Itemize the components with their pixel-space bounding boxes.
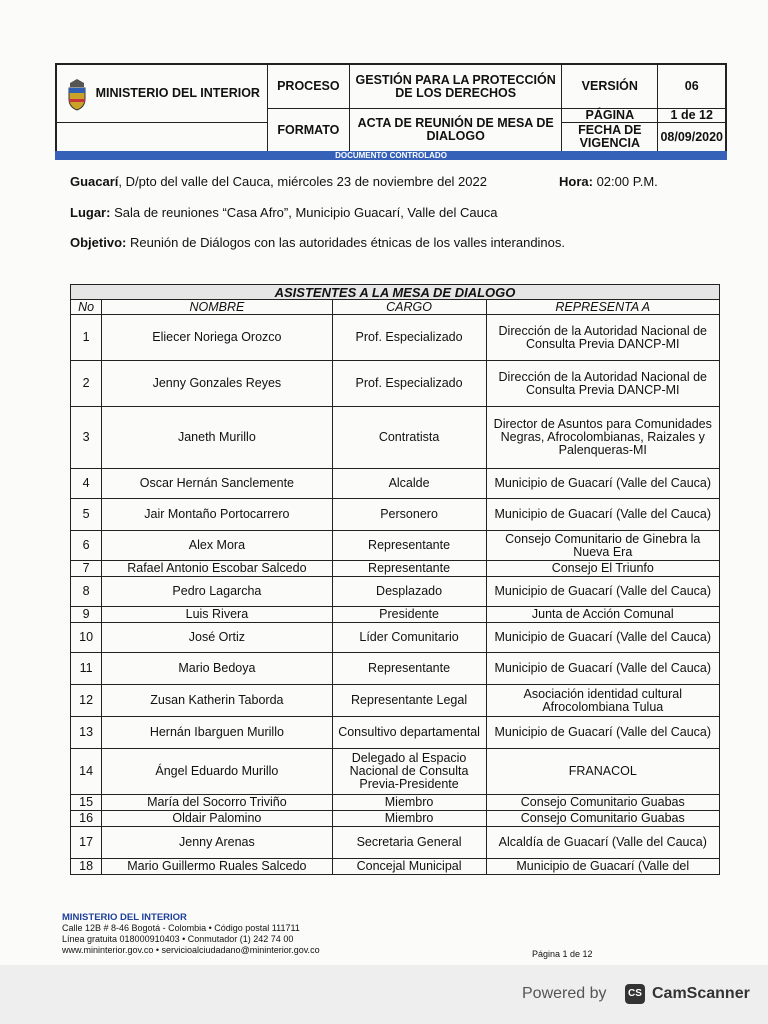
cell-nombre: Ángel Eduardo Murillo bbox=[102, 749, 332, 795]
cell-representa: Consejo Comunitario Guabas bbox=[486, 811, 719, 827]
cell-nombre: José Ortiz bbox=[102, 623, 332, 653]
objetivo-label: Objetivo: bbox=[70, 235, 127, 250]
cell-representa: Municipio de Guacarí (Valle del Cauca) bbox=[486, 653, 719, 685]
proceso-value: GESTIÓN PARA LA PROTECCIÓN DE LOS DERECHOS bbox=[350, 65, 562, 109]
table-row bbox=[71, 577, 720, 607]
col-header-cargo: CARGO bbox=[332, 300, 486, 315]
cell-cargo: Alcalde bbox=[332, 469, 486, 499]
cell-representa: Alcaldía de Guacarí (Valle del Cauca) bbox=[486, 827, 719, 859]
formato-label: FORMATO bbox=[267, 109, 350, 152]
cell-representa: Municipio de Guacarí (Valle del Cauca) bbox=[486, 717, 719, 749]
cell-representa: Consejo Comunitario Guabas bbox=[486, 795, 719, 811]
cell-nombre: Hernán Ibarguen Murillo bbox=[102, 717, 332, 749]
cell-no: 3 bbox=[71, 407, 102, 469]
cell-representa: FRANACOL bbox=[486, 749, 719, 795]
col-header-representa: REPRESENTA A bbox=[486, 300, 719, 315]
cell-no: 4 bbox=[71, 469, 102, 499]
cell-cargo: Desplazado bbox=[332, 577, 486, 607]
objetivo-value: Reunión de Diálogos con las autoridades étnicas de los valles interandinos. bbox=[126, 235, 566, 250]
cell-representa: Dirección de la Autoridad Nacional de Consulta Previa DANCP-MI bbox=[486, 361, 719, 407]
proceso-label: PROCESO bbox=[267, 65, 350, 109]
cell-cargo: Representante bbox=[332, 531, 486, 561]
table-row bbox=[71, 361, 720, 407]
attendees-title: ASISTENTES A LA MESA DE DIALOGO bbox=[71, 285, 720, 300]
cell-cargo: Miembro bbox=[332, 795, 486, 811]
table-row bbox=[71, 469, 720, 499]
cell-no: 16 bbox=[71, 811, 102, 827]
footer-phones: Línea gratuita 018000910403 • Conmutador (1) 242 74 00 bbox=[62, 934, 294, 944]
cell-no: 8 bbox=[71, 577, 102, 607]
ministry-logo-cell bbox=[57, 65, 268, 123]
cell-cargo: Representante bbox=[332, 561, 486, 577]
col-header-nombre: NOMBRE bbox=[102, 300, 332, 315]
col-header-no: No bbox=[71, 300, 102, 315]
powered-by-text: Powered by bbox=[522, 985, 607, 1002]
camscanner-logo-icon: CS bbox=[625, 984, 645, 1004]
cell-nombre: Luis Rivera bbox=[102, 607, 332, 623]
camscanner-brand: CamScanner bbox=[652, 985, 750, 1002]
table-row bbox=[71, 811, 720, 827]
vigencia-value: 08/09/2020 bbox=[658, 123, 726, 152]
cell-nombre: Oscar Hernán Sanclemente bbox=[102, 469, 332, 499]
footer bbox=[62, 912, 320, 956]
cell-no: 11 bbox=[71, 653, 102, 685]
cell-representa: Asociación identidad cultural Afrocolombiana Tulua bbox=[486, 685, 719, 717]
cell-no: 2 bbox=[71, 361, 102, 407]
cell-no: 5 bbox=[71, 499, 102, 531]
objective-line bbox=[70, 235, 565, 250]
footer-ministry: MINISTERIO DEL INTERIOR bbox=[62, 912, 187, 923]
location-line bbox=[70, 205, 498, 220]
cell-cargo: Presidente bbox=[332, 607, 486, 623]
cell-representa: Municipio de Guacarí (Valle del Cauca) bbox=[486, 499, 719, 531]
cell-no: 18 bbox=[71, 859, 102, 875]
cell-cargo: Prof. Especializado bbox=[332, 361, 486, 407]
cell-nombre: Mario Guillermo Ruales Salcedo bbox=[102, 859, 332, 875]
table-row bbox=[71, 827, 720, 859]
table-row bbox=[71, 607, 720, 623]
cell-cargo: Concejal Municipal bbox=[332, 859, 486, 875]
time-line bbox=[559, 174, 658, 189]
cell-no: 17 bbox=[71, 827, 102, 859]
footer-web: www.mininterior.gov.co • servicioalciudadano@mininterior.gov.co bbox=[62, 945, 320, 955]
footer-address: Calle 12B # 8-46 Bogotá - Colombia • Código postal 111711 bbox=[62, 923, 300, 933]
cell-representa: Dirección de la Autoridad Nacional de Consulta Previa DANCP-MI bbox=[486, 315, 719, 361]
cell-nombre: Zusan Katherin Taborda bbox=[102, 685, 332, 717]
cell-no: 12 bbox=[71, 685, 102, 717]
table-row bbox=[71, 749, 720, 795]
cell-cargo: Secretaria General bbox=[332, 827, 486, 859]
table-row bbox=[71, 623, 720, 653]
version-value: 06 bbox=[658, 65, 726, 109]
cell-nombre: Pedro Lagarcha bbox=[102, 577, 332, 607]
pagina-label: PÁGINA bbox=[562, 109, 658, 123]
cell-cargo: Representante Legal bbox=[332, 685, 486, 717]
cell-nombre: Eliecer Noriega Orozco bbox=[102, 315, 332, 361]
table-row bbox=[71, 531, 720, 561]
footer-page-number: Página 1 de 12 bbox=[532, 949, 593, 959]
table-row bbox=[71, 795, 720, 811]
cell-cargo: Contratista bbox=[332, 407, 486, 469]
place-date-line bbox=[70, 174, 487, 189]
cell-nombre: Jair Montaño Portocarrero bbox=[102, 499, 332, 531]
cell-no: 14 bbox=[71, 749, 102, 795]
coat-of-arms-icon bbox=[64, 77, 90, 111]
cell-representa: Municipio de Guacarí (Valle del bbox=[486, 859, 719, 875]
cell-no: 6 bbox=[71, 531, 102, 561]
pagina-value: 1 de 12 bbox=[658, 109, 726, 123]
cell-cargo: Prof. Especializado bbox=[332, 315, 486, 361]
hora-value: 02:00 P.M. bbox=[592, 174, 658, 189]
cell-no: 1 bbox=[71, 315, 102, 361]
table-row bbox=[71, 685, 720, 717]
cell-nombre: Mario Bedoya bbox=[102, 653, 332, 685]
cell-cargo: Delegado al Espacio Nacional de Consulta Previa-Presidente bbox=[332, 749, 486, 795]
lugar-value: Sala de reuniones “Casa Afro”, Municipio Guacarí, Valle del Cauca bbox=[110, 205, 498, 220]
table-row bbox=[71, 859, 720, 875]
cell-nombre: María del Socorro Triviño bbox=[102, 795, 332, 811]
place-name: Guacarí bbox=[70, 174, 119, 189]
table-row bbox=[71, 499, 720, 531]
cell-nombre: Alex Mora bbox=[102, 531, 332, 561]
controlled-document-bar: DOCUMENTO CONTROLADO bbox=[55, 151, 727, 160]
cell-nombre: Janeth Murillo bbox=[102, 407, 332, 469]
cell-representa: Director de Asuntos para Comunidades Negras, Afrocolombianas, Raizales y Palenqueras-MI bbox=[486, 407, 719, 469]
cell-cargo: Consultivo departamental bbox=[332, 717, 486, 749]
cell-representa: Junta de Acción Comunal bbox=[486, 607, 719, 623]
lugar-label: Lugar: bbox=[70, 205, 111, 220]
attendees-table bbox=[70, 284, 720, 875]
table-row bbox=[71, 717, 720, 749]
cell-cargo: Miembro bbox=[332, 811, 486, 827]
cell-representa: Municipio de Guacarí (Valle del Cauca) bbox=[486, 577, 719, 607]
cell-representa: Consejo El Triunfo bbox=[486, 561, 719, 577]
vigencia-label: FECHA DE VIGENCIA bbox=[562, 123, 658, 152]
table-row bbox=[71, 315, 720, 361]
cell-nombre: Oldair Palomino bbox=[102, 811, 332, 827]
cell-representa: Municipio de Guacarí (Valle del Cauca) bbox=[486, 469, 719, 499]
hora-label: Hora: bbox=[559, 174, 593, 189]
cell-no: 9 bbox=[71, 607, 102, 623]
cell-nombre: Rafael Antonio Escobar Salcedo bbox=[102, 561, 332, 577]
cell-cargo: Representante bbox=[332, 653, 486, 685]
document-header bbox=[55, 63, 727, 153]
formato-value: ACTA DE REUNIÓN DE MESA DE DIALOGO bbox=[350, 109, 562, 152]
table-row bbox=[71, 653, 720, 685]
cell-cargo: Personero bbox=[332, 499, 486, 531]
ministry-name: MINISTERIO DEL INTERIOR bbox=[95, 86, 260, 100]
cell-nombre: Jenny Arenas bbox=[102, 827, 332, 859]
cell-cargo: Líder Comunitario bbox=[332, 623, 486, 653]
date-text: , D/pto del valle del Cauca, miércoles 23 de noviembre del 2022 bbox=[118, 174, 487, 189]
cell-representa: Municipio de Guacarí (Valle del Cauca) bbox=[486, 623, 719, 653]
attendees-body bbox=[71, 315, 720, 875]
cell-no: 13 bbox=[71, 717, 102, 749]
table-row bbox=[71, 561, 720, 577]
cell-no: 15 bbox=[71, 795, 102, 811]
cell-no: 10 bbox=[71, 623, 102, 653]
version-label: VERSIÓN bbox=[562, 65, 658, 109]
cell-no: 7 bbox=[71, 561, 102, 577]
cell-representa: Consejo Comunitario de Ginebra la Nueva Era bbox=[486, 531, 719, 561]
table-row bbox=[71, 407, 720, 469]
cell-nombre: Jenny Gonzales Reyes bbox=[102, 361, 332, 407]
